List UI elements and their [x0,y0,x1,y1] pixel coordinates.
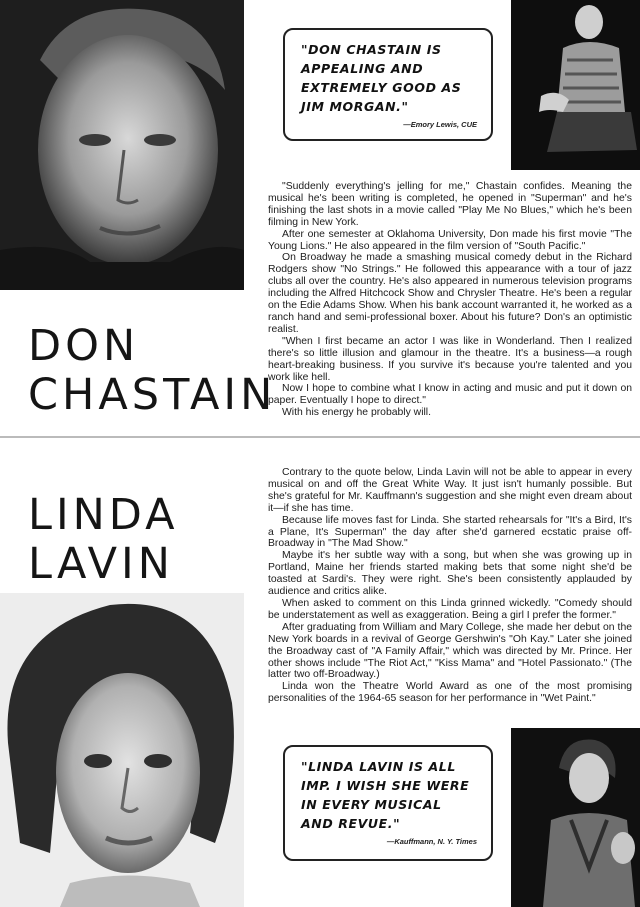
don-chastain-name-heading [28,321,277,420]
linda-bio-paragraph: Because life moves fast for Linda. She started rehearsals for "It's a Bird, It's a Plane, It's Superman" the day after she'd garnered ecstatic praise off-Broadway in "The Mad Show." [268,514,632,550]
don-bio-paragraph: "Suddenly everything's jelling for me," Chastain confides. Meaning the musical he's been writing is completed, he opened in "Superman" and he's finishing the last shots in a movie called "Play Me No Blues," which he's been filming in New York. [268,181,632,228]
linda-bio-paragraph: Contrary to the quote below, Linda Lavin will not be able to appear in every musical on and off the Great White Way. It just isn't humanly possible. But she's grateful for Mr. Kauffmann's suggestion and she might even dream about it—if she has time. [268,467,632,514]
linda-name-line1: LINDA [28,490,179,540]
don-bio-paragraph: After one semester at Oklahoma University, Don made his first movie "The Young Lions." He also appeared in the film version of "South Pacific." [268,228,632,252]
don-chastain-stage-photo [511,0,640,170]
don-quote-text: "DON CHASTAIN IS APPEALING AND EXTREMELY GOOD AS JIM MORGAN." [301,42,462,114]
linda-name-line2: LAVIN [28,539,174,589]
linda-bio-paragraph: Linda won the Theatre World Award as one of the most promising personalities of the 1964-65 season for her performance in "Wet Paint." [268,681,632,705]
don-quote-attribution: —Emory Lewis, CUE [403,120,477,129]
don-name-line2: CHASTAIN [28,370,277,420]
linda-bio-paragraph: Maybe it's her subtle way with a song, but when she was growing up in Portland, Maine her friends started making bets that some night she'd be toasted at Sardi's. They were right. She's been consistently applauded by audience and critics alike. [268,550,632,598]
don-bio-paragraph: With his energy he probably will. [282,407,432,419]
don-bio-paragraph: Now I hope to combine what I know in acting and music and put it down on paper. Eventually I hope to direct." [268,383,632,407]
linda-lavin-section [0,437,640,907]
linda-lavin-bio-text [268,467,632,705]
don-bio-paragraph: "When I first became an actor I was like in Wonderland. Then I realized there's so little illusion and glamour in the theatre. It's a business—a rough heart-breaking business. If you survive it's because you're talented and you work like hell. [268,335,632,383]
linda-quote-text: "LINDA LAVIN IS ALL IMP. I WISH SHE WERE IN EVERY MUSICAL AND REVUE." [301,759,470,831]
don-chastain-section [0,0,640,437]
don-chastain-bio-text [268,181,632,419]
linda-quote-attribution: —Kauffmann, N. Y. Times [386,837,477,846]
linda-lavin-name-heading [28,490,179,589]
linda-bio-paragraph: After graduating from William and Mary College, she made her debut on the New York boards in a revival of George Gershwin's "Oh Kay." Later she joined the Broadway cast of "A Family Affair," which was directed by Mr. Prince. Her other shows include "The Riot Act," "Kiss Mama" and "Hotel Passionato." (The latter two off-Broadway.) [268,621,632,681]
don-name-line1: DON [28,321,140,371]
linda-bio-paragraph: When asked to comment on this Linda grinned wickedly. "Comedy should be understatement as well as exaggeration. Being a girl I prefer the former." [268,597,632,621]
linda-lavin-portrait-photo [0,593,244,907]
don-bio-paragraph: On Broadway he made a smashing musical comedy debut in the Richard Rodgers show "No Strings." He followed this appearance with a tour of jazz clubs all over the country. He's also appeared in numerous television programs including the Alfred Hitchcock Show and Chrysler Theatre. He's been a regular on the Edie Adams Show. When his bank account warranted it, he worked as a ranch hand and semi-professional boxer. About his future? Don's an optimistic realist. [268,252,632,335]
don-chastain-review-quote [283,28,493,141]
linda-lavin-review-quote [283,745,493,861]
linda-lavin-stage-photo [511,728,640,907]
don-chastain-portrait-photo [0,0,244,290]
